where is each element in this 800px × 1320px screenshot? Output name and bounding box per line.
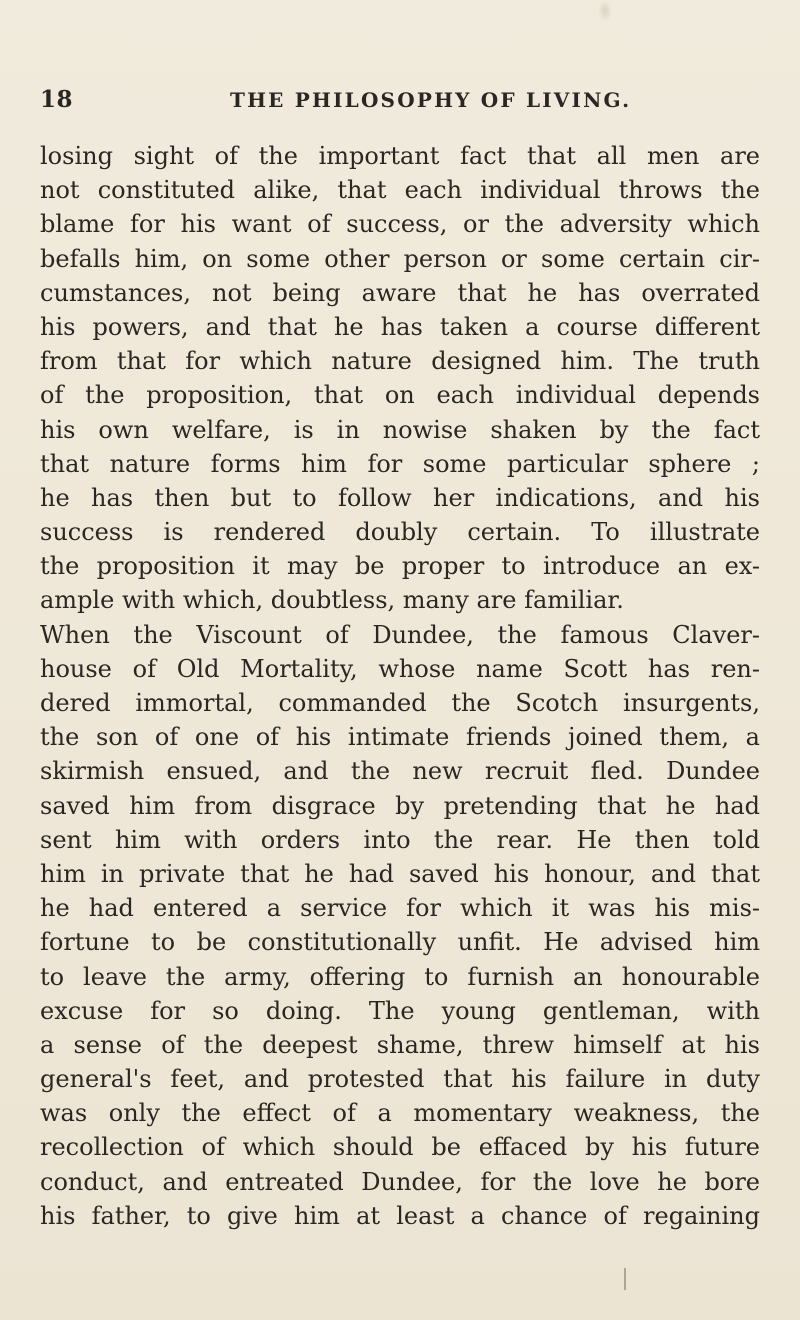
text-line: dered immortal, commanded the Scotch insurgents, — [40, 689, 760, 717]
text-line: he had entered a service for which it was his mis- — [40, 894, 760, 923]
text-line: from that for which nature designed him. The truth — [40, 347, 760, 376]
text-line: not constituted alike, that each individual throws the — [40, 176, 760, 205]
text-line: a sense of the deepest shame, threw himself at his — [40, 1030, 760, 1059]
text-line: to leave the army, offering to furnish an honourable — [40, 962, 760, 991]
text-line: was only the effect of a momentary weakness, the — [40, 1099, 760, 1128]
page-mark — [624, 1268, 626, 1290]
page-number: 18 — [40, 86, 74, 113]
text-line: his powers, and that he has taken a course different — [40, 312, 760, 341]
body-text — [40, 139, 760, 1233]
text-line: of the proposition, that on each individual depends — [40, 381, 760, 410]
text-line: excuse for so doing. The young gentleman, with — [40, 996, 760, 1025]
text-line: he has then but to follow her indications, and his — [40, 483, 760, 512]
text-line: ample with which, doubtless, many are familiar. — [40, 586, 624, 615]
text-line: the proposition it may be proper to introduce an ex- — [40, 552, 760, 581]
text-line: his father, to give him at least a chance of regaining — [40, 1201, 760, 1230]
text-line: blame for his want of success, or the adversity which — [40, 210, 760, 239]
text-line: success is rendered doubly certain. To illustrate — [40, 518, 760, 547]
text-line: house of Old Mortality, whose name Scott has ren- — [40, 654, 760, 683]
text-line: When the Viscount of Dundee, the famous Claver- — [40, 620, 760, 649]
text-line: saved him from disgrace by pretending that he had — [40, 791, 760, 820]
text-line: cumstances, not being aware that he has overrated — [40, 278, 760, 307]
running-head: THE PHILOSOPHY OF LIVING. — [230, 88, 632, 112]
text-line: that nature forms him for some particular sphere ; — [40, 449, 760, 478]
text-line: general's feet, and protested that his failure in duty — [40, 1065, 760, 1094]
text-line: sent him with orders into the rear. He then told — [40, 825, 760, 854]
text-line: his own welfare, is in nowise shaken by the fact — [40, 415, 760, 444]
page-header — [40, 86, 760, 120]
text-line: fortune to be constitutionally unfit. He advised him — [40, 928, 760, 957]
page-smudge — [598, 0, 612, 22]
text-line: conduct, and entreated Dundee, for the love he bore — [40, 1167, 760, 1196]
text-line: recollection of which should be effaced by his future — [40, 1133, 760, 1162]
text-line: losing sight of the important fact that all men are — [40, 142, 760, 170]
text-line: befalls him, on some other person or some certain cir- — [40, 244, 760, 273]
text-line: skirmish ensued, and the new recruit fled. Dundee — [40, 757, 760, 786]
text-line: the son of one of his intimate friends joined them, a — [40, 723, 760, 752]
text-line: him in private that he had saved his honour, and that — [40, 859, 760, 888]
